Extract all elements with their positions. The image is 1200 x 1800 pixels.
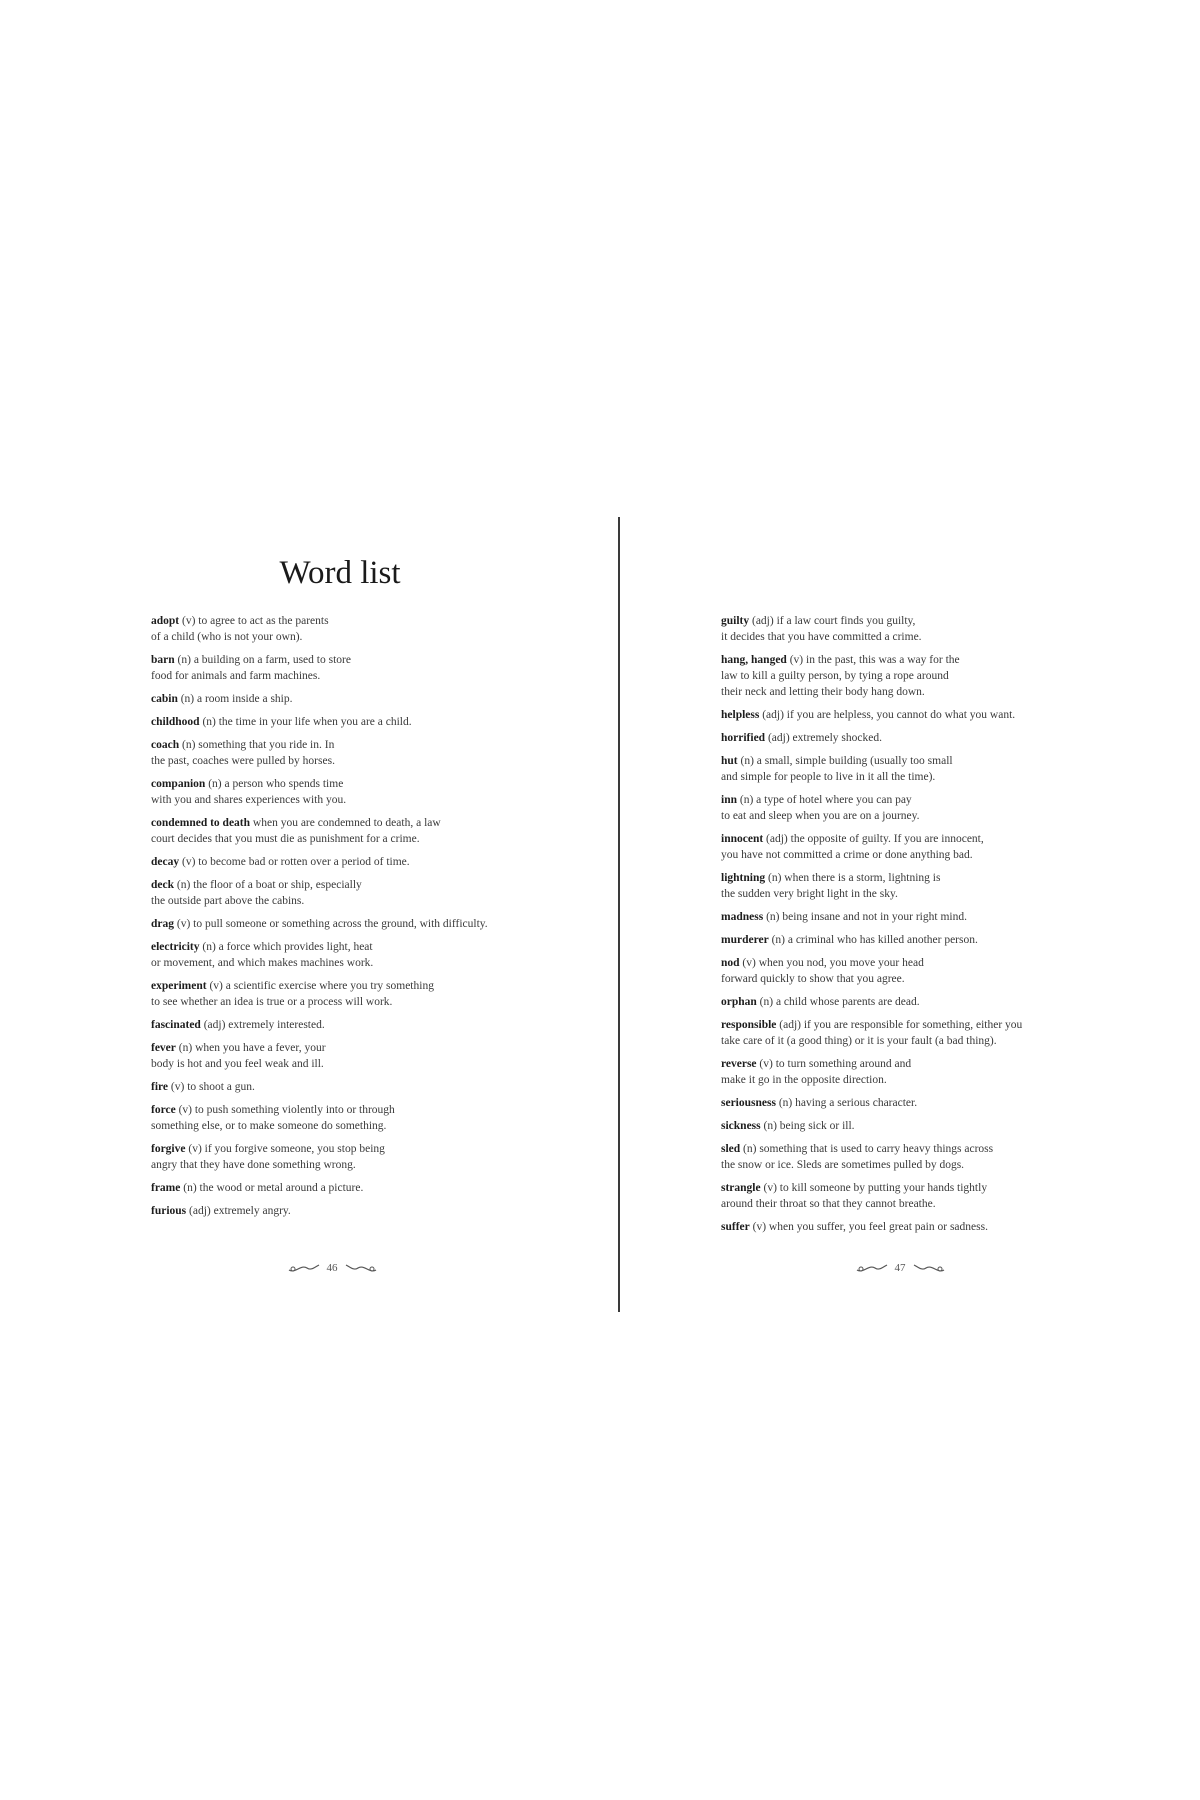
word-entry (151, 1203, 571, 1219)
page-number: 46 (326, 1262, 338, 1274)
word-entry (151, 877, 571, 909)
word-entry (151, 1040, 571, 1072)
word-definition: (n) being insane and not in your right mind. (763, 911, 967, 923)
word-entry (151, 1079, 571, 1095)
word-term: strangle (721, 1182, 761, 1194)
word-definition: (v) when you suffer, you feel great pain or sadness. (749, 1221, 988, 1233)
word-definition: (v) in the past, this was a way for the law to kill a guilty person, by tying a rope around their neck and letting their body hang down. (721, 654, 960, 698)
word-definition: (n) something that you ride in. In the past, coaches were pulled by horses. (151, 739, 335, 767)
page-number: 47 (894, 1262, 906, 1274)
word-entry (721, 932, 1101, 948)
word-entry (151, 854, 571, 870)
page-gutter-divider (618, 517, 620, 1312)
word-term: forgive (151, 1143, 186, 1155)
word-definition: (n) when you have a fever, your body is hot and you feel weak and ill. (151, 1042, 326, 1070)
word-term: condemned to death (151, 817, 251, 829)
word-term: decay (151, 856, 180, 868)
word-entry (721, 1141, 1101, 1173)
word-entry (721, 730, 1101, 746)
word-definition: (n) when there is a storm, lightning is the sudden very bright light in the sky. (721, 872, 941, 900)
word-definition: (n) a small, simple building (usually too small and simple for people to live in it all the time). (721, 755, 953, 783)
word-definition: when you are condemned to death, a law court decides that you must die as punishment for a crime. (151, 817, 441, 845)
scroll-flourish-icon (344, 1261, 378, 1275)
word-term: companion (151, 778, 206, 790)
word-definition: (n) a person who spends time with you and shares experiences with you. (151, 778, 347, 806)
word-term: helpless (721, 709, 760, 721)
word-definition: (adj) if you are responsible for something, either you take care of it (a good thing) or it is your fault (a bad thing). (721, 1019, 1023, 1047)
word-definition: (n) the floor of a boat or ship, especially the outside part above the cabins. (151, 879, 362, 907)
word-entry (151, 939, 571, 971)
word-definition: (adj) extremely interested. (200, 1019, 325, 1031)
word-entry (721, 792, 1101, 824)
word-term: seriousness (721, 1097, 776, 1109)
word-definition: (v) when you nod, you move your head forward quickly to show that you agree. (721, 957, 924, 985)
word-term: innocent (721, 833, 764, 845)
word-term: coach (151, 739, 180, 751)
word-term: responsible (721, 1019, 777, 1031)
scroll-flourish-icon (912, 1261, 946, 1275)
word-definition: (v) to turn something around and make it go in the opposite direction. (721, 1058, 912, 1086)
word-entry (721, 652, 1101, 700)
word-entry (151, 916, 571, 932)
page-footer-left (272, 1256, 392, 1280)
word-entry (721, 613, 1101, 645)
word-term: suffer (721, 1221, 750, 1233)
word-term: inn (721, 794, 737, 806)
word-entry (151, 613, 571, 645)
word-term: fire (151, 1081, 169, 1093)
word-entry (721, 1095, 1101, 1111)
word-definition: (adj) if a law court finds you guilty, it decides that you have committed a crime. (721, 615, 922, 643)
scroll-flourish-icon (855, 1261, 889, 1275)
word-definition: (n) the wood or metal around a picture. (180, 1182, 364, 1194)
word-entry (721, 1056, 1101, 1088)
word-entry (721, 870, 1101, 902)
word-entry (721, 831, 1101, 863)
word-definition: (v) to kill someone by putting your hands tightly around their throat so that they cannot breathe. (721, 1182, 988, 1210)
word-entry (151, 737, 571, 769)
word-term: barn (151, 654, 175, 666)
word-term: electricity (151, 941, 200, 953)
page-footer-right (840, 1256, 960, 1280)
word-definition: (v) to agree to act as the parents of a child (who is not your own). (151, 615, 329, 643)
word-term: guilty (721, 615, 750, 627)
word-term: sickness (721, 1120, 761, 1132)
word-definition: (v) to become bad or rotten over a period of time. (179, 856, 410, 868)
word-term: fascinated (151, 1019, 201, 1031)
word-term: reverse (721, 1058, 757, 1070)
word-definition: (adj) extremely angry. (186, 1205, 291, 1217)
word-entry (721, 909, 1101, 925)
word-term: hang, hanged (721, 654, 787, 666)
word-entry (721, 994, 1101, 1010)
word-entry (721, 1017, 1101, 1049)
word-list-right (721, 613, 1101, 1242)
word-entry (151, 1017, 571, 1033)
word-entry (721, 1219, 1101, 1235)
word-entry (151, 652, 571, 684)
word-term: drag (151, 918, 174, 930)
word-term: experiment (151, 980, 207, 992)
word-term: murderer (721, 934, 769, 946)
word-term: lightning (721, 872, 766, 884)
word-definition: (n) something that is used to carry heavy things across the snow or ice. Sleds are sometimes pulled by dogs. (721, 1143, 994, 1171)
word-definition: (n) the time in your life when you are a child. (199, 716, 412, 728)
word-entry (721, 1118, 1101, 1134)
word-term: hut (721, 755, 738, 767)
word-list-left (151, 613, 571, 1226)
word-term: childhood (151, 716, 200, 728)
word-definition: (n) a room inside a ship. (177, 693, 293, 705)
word-entry (151, 714, 571, 730)
word-entry (151, 776, 571, 808)
word-term: adopt (151, 615, 180, 627)
word-entry (151, 815, 571, 847)
page-title: Word list (279, 555, 401, 591)
word-term: orphan (721, 996, 757, 1008)
word-definition: (n) a building on a farm, used to store food for animals and farm machines. (151, 654, 351, 682)
word-entry (721, 955, 1101, 987)
word-definition: (n) a force which provides light, heat or movement, and which makes machines work. (151, 941, 374, 969)
word-term: fever (151, 1042, 176, 1054)
word-term: furious (151, 1205, 187, 1217)
word-term: madness (721, 911, 764, 923)
word-definition: (v) a scientific exercise where you try something to see whether an idea is true or a process will work. (151, 980, 434, 1008)
word-definition: (n) having a serious character. (775, 1097, 918, 1109)
word-definition: (v) to shoot a gun. (168, 1081, 255, 1093)
word-entry (721, 753, 1101, 785)
word-term: cabin (151, 693, 178, 705)
word-entry (151, 1141, 571, 1173)
word-definition: (adj) extremely shocked. (765, 732, 882, 744)
word-entry (721, 1180, 1101, 1212)
scroll-flourish-icon (287, 1261, 321, 1275)
word-term: nod (721, 957, 740, 969)
word-definition: (v) to pull someone or something across the ground, with difficulty. (174, 918, 488, 930)
word-definition: (v) to push something violently into or through something else, or to make someone do something. (151, 1104, 395, 1132)
word-entry (151, 978, 571, 1010)
word-term: frame (151, 1182, 181, 1194)
word-entry (151, 691, 571, 707)
word-term: deck (151, 879, 174, 891)
word-definition: (adj) if you are helpless, you cannot do what you want. (759, 709, 1016, 721)
word-entry (721, 707, 1101, 723)
word-definition: (n) being sick or ill. (760, 1120, 855, 1132)
word-definition: (n) a child whose parents are dead. (756, 996, 920, 1008)
word-definition: (n) a type of hotel where you can pay to eat and sleep when you are on a journey. (721, 794, 920, 822)
word-definition: (n) a criminal who has killed another person. (768, 934, 978, 946)
word-definition: (adj) the opposite of guilty. If you are innocent, you have not committed a crime or done anything bad. (721, 833, 984, 861)
word-entry (151, 1102, 571, 1134)
word-definition: (v) if you forgive someone, you stop being angry that they have done something wrong. (151, 1143, 385, 1171)
word-entry (151, 1180, 571, 1196)
word-term: sled (721, 1143, 741, 1155)
word-term: horrified (721, 732, 766, 744)
word-term: force (151, 1104, 176, 1116)
